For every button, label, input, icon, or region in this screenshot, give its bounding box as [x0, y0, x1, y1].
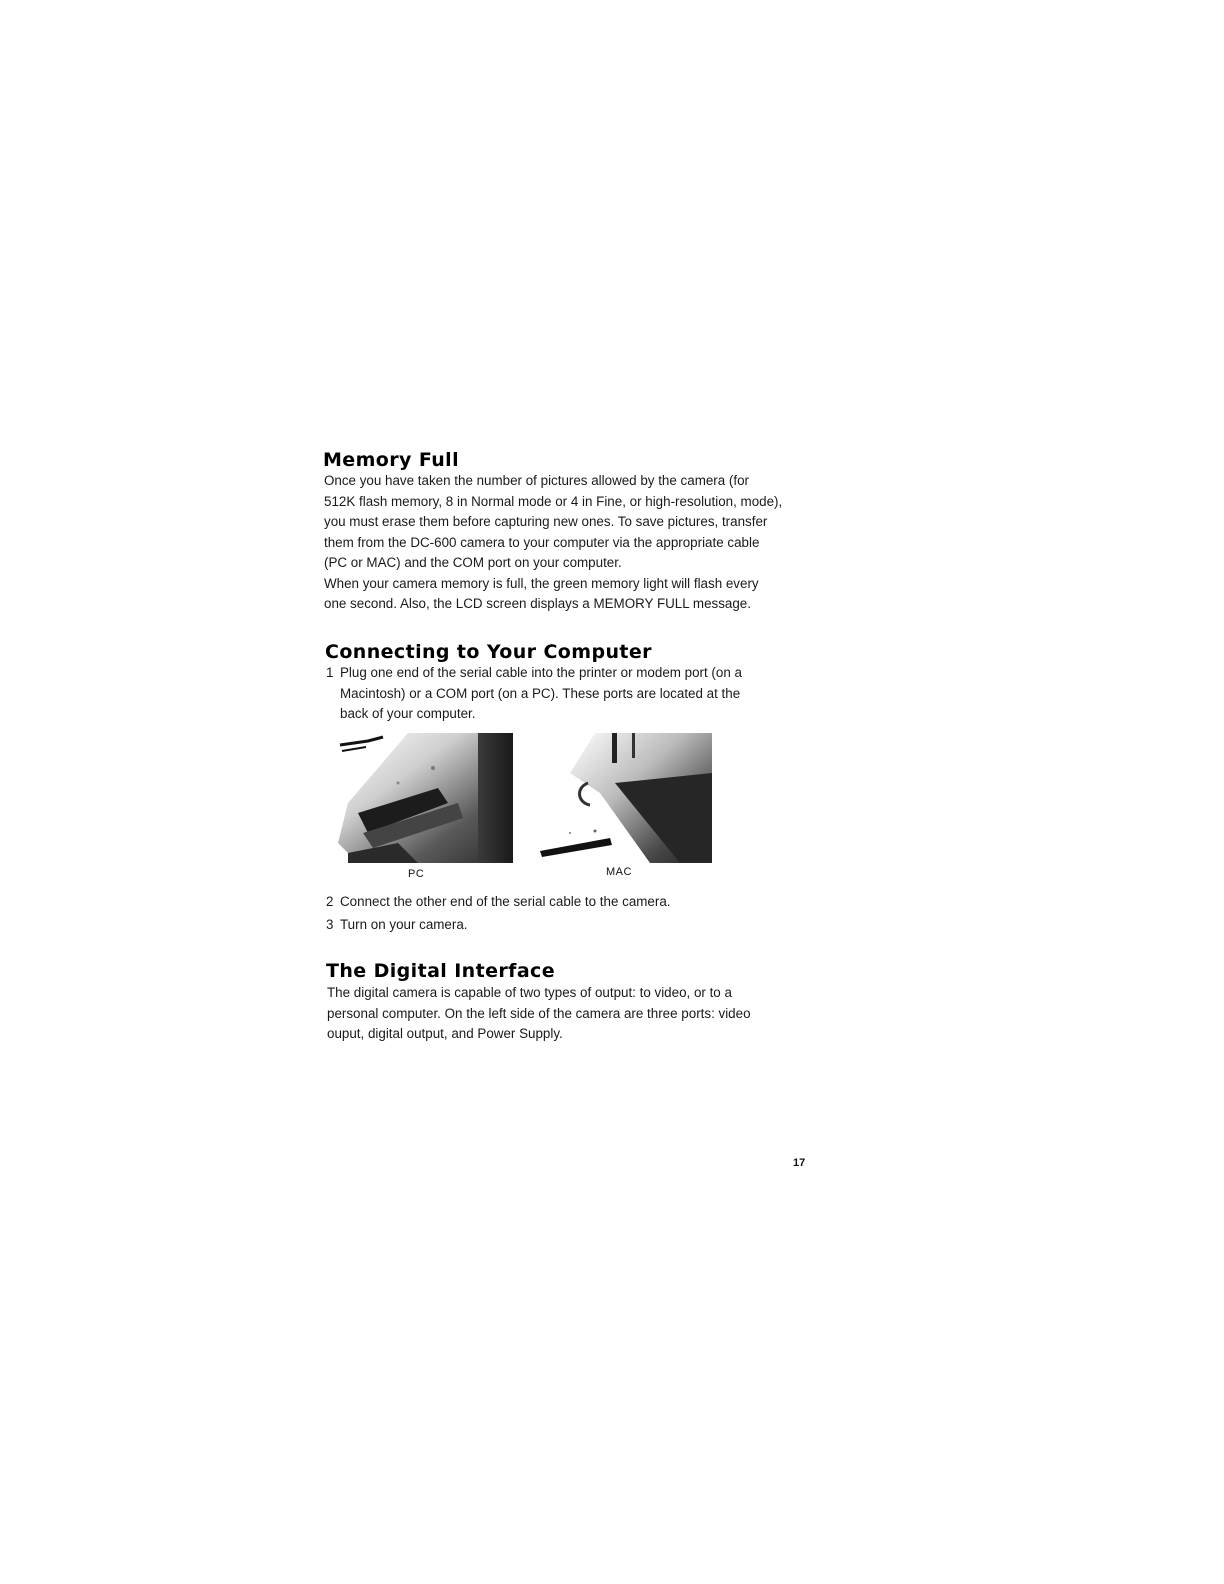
pc-caption: PC	[408, 868, 425, 880]
digital-interface-heading: The Digital Interface	[326, 960, 555, 982]
memory-full-paragraph	[324, 471, 782, 615]
pc-port-illustration	[338, 733, 513, 863]
mac-port-illustration	[540, 733, 712, 863]
step-2	[326, 892, 671, 913]
text-line: 512K flash memory, 8 in Normal mode or 4 in Fine, or high-resolution, mode),	[324, 493, 783, 509]
text-line: Macintosh) or a COM port (on a PC). These ports are located at the	[340, 685, 741, 701]
step-3	[326, 915, 468, 936]
connecting-heading: Connecting to Your Computer	[325, 641, 652, 663]
memory-full-heading: Memory Full	[323, 449, 459, 471]
mac-caption: MAC	[606, 866, 632, 878]
text-line: ouput, digital output, and Power Supply.	[327, 1026, 563, 1041]
text-line: Once you have taken the number of pictures allowed by the camera (for	[324, 473, 750, 488]
digital-interface-paragraph	[327, 983, 751, 1045]
text-line: Turn on your camera.	[340, 917, 468, 932]
text-line: you must erase them before capturing new ones. To save pictures, transfer	[324, 514, 768, 529]
pc-port-photo	[338, 733, 513, 863]
text-line: back of your computer.	[340, 706, 476, 721]
text-line: (PC or MAC) and the COM port on your computer.	[324, 555, 622, 570]
text-line: When your camera memory is full, the green memory light will flash every	[324, 575, 759, 591]
text-line: one second. Also, the LCD screen displays a MEMORY FULL message.	[324, 596, 751, 611]
text-line: Connect the other end of the serial cable to the camera.	[340, 894, 671, 909]
text-line: them from the DC-600 camera to your computer via the appropriate cable	[324, 534, 760, 550]
text-line: personal computer. On the left side of the camera are three ports: video	[327, 1005, 751, 1021]
text-line: The digital camera is capable of two types of output: to video, or to a	[327, 985, 732, 1000]
step-1	[326, 663, 742, 725]
page-number: 17	[793, 1157, 806, 1169]
step-number: 2	[326, 894, 334, 909]
text-line: Plug one end of the serial cable into the printer or modem port (on a	[340, 665, 742, 680]
mac-port-photo	[540, 733, 712, 863]
step-number: 1	[326, 665, 334, 680]
step-number: 3	[326, 917, 334, 932]
